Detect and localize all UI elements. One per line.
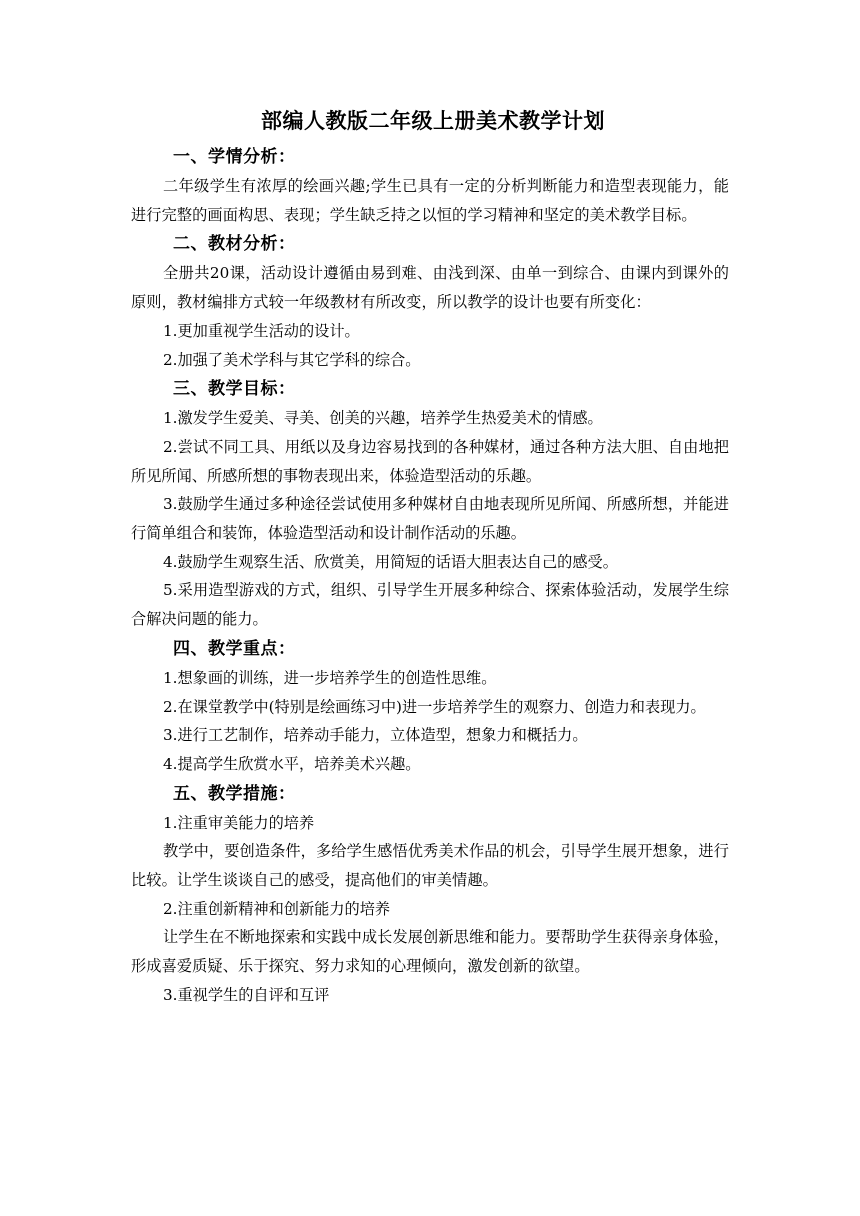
section-teaching-goals — [131, 374, 729, 634]
list-item: 1.更加重视学生活动的设计。 — [163, 321, 360, 340]
list-item: 1.激发学生爱美、寻美、创美的兴趣，培养学生热爱美术的情感。 — [163, 409, 603, 428]
section-teaching-focus — [131, 634, 729, 779]
paragraph: 教学中，要创造条件，多给学生感悟优秀美术作品的机会，引导学生展开想象，进行比较。让学生谈谈自己的感受，提高他们的审美情趣。 — [131, 842, 729, 890]
list-item: 3.鼓励学生通过多种途径尝试使用多种媒材自由地表现所见所闻、所感所想，并能进行简单组合和装饰，体验造型活动和设计制作活动的乐趣。 — [131, 495, 729, 543]
list-item: 2.尝试不同工具、用纸以及身边容易找到的各种媒材，通过各种方法大胆、自由地把所见所闻、所感所想的事物表现出来，体验造型活动的乐趣。 — [131, 437, 729, 485]
paragraph: 二年级学生有浓厚的绘画兴趣;学生已具有一定的分析判断能力和造型表现能力，能进行完整的画面构思、表现；学生缺乏持之以恒的学习精神和坚定的美术教学目标。 — [131, 177, 729, 224]
section-heading: 五、教学措施： — [173, 783, 296, 804]
paragraph: 全册共20课，活动设计遵循由易到难、由浅到深、由单一到综合、由课内到课外的原则，教材编排方式较一年级教材有所改变，所以教学的设计也要有所变化： — [131, 264, 729, 312]
section-learning-analysis — [131, 142, 729, 229]
document-title: 部编人教版二年级上册美术教学计划 — [261, 108, 605, 133]
list-item: 2.加强了美术学科与其它学科的综合。 — [163, 350, 421, 369]
list-item: 3.进行工艺制作，培养动手能力，立体造型，想象力和概括力。 — [163, 726, 588, 745]
paragraph: 让学生在不断地探索和实践中成长发展创新思维和能力。要帮助学生获得亲身体验，形成喜爱质疑、乐于探究、努力求知的心理倾向，激发创新的欲望。 — [131, 928, 729, 976]
section-heading: 三、教学目标： — [173, 379, 296, 400]
list-item: 5.采用造型游戏的方式，组织、引导学生开展多种综合、探索体验活动，发展学生综合解决问题的能力。 — [131, 581, 729, 629]
list-item: 1.注重审美能力的培养 — [163, 813, 315, 832]
section-heading: 二、教材分析： — [173, 234, 296, 255]
document-page — [131, 100, 729, 1010]
list-item: 1.想象画的训练，进一步培养学生的创造性思维。 — [163, 668, 497, 687]
list-item: 3.重视学生的自评和互评 — [163, 985, 330, 1004]
list-item: 2.在课堂教学中(特别是绘画练习中)进一步培养学生的观察力、创造力和表现力。 — [163, 697, 706, 716]
section-heading: 四、教学重点： — [173, 638, 296, 659]
list-item: 2.注重创新精神和创新能力的培养 — [163, 899, 391, 918]
section-teaching-measures — [131, 779, 729, 1010]
list-item: 4.鼓励学生观察生活、欣赏美，用简短的话语大胆表达自己的感受。 — [163, 552, 618, 571]
section-heading: 一、学情分析： — [173, 147, 296, 167]
section-textbook-analysis — [131, 229, 729, 374]
list-item: 4.提高学生欣赏水平，培养美术兴趣。 — [163, 754, 421, 773]
